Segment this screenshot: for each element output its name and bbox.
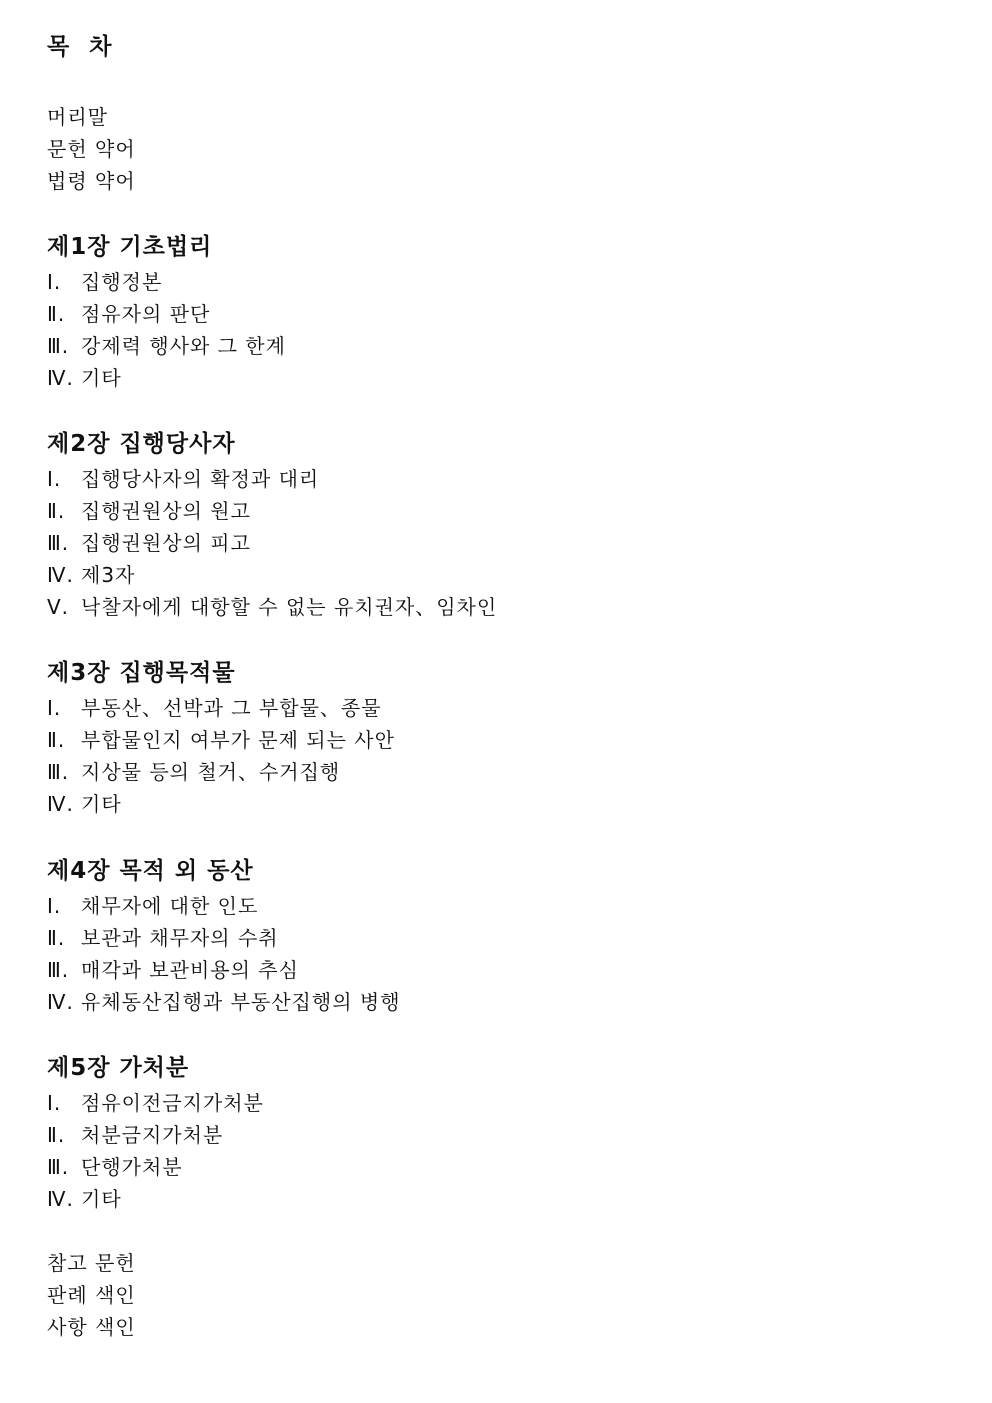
section-text: 부합물인지 여부가 문제 되는 사안 [81, 728, 395, 752]
section-text: 매각과 보관비용의 추심 [81, 958, 299, 982]
section-number: Ⅲ. [47, 531, 70, 555]
section-number: Ⅱ. [47, 728, 66, 752]
section-item [47, 954, 401, 986]
section-item [47, 986, 401, 1018]
section-item [47, 266, 286, 298]
section-text: 집행권원상의 원고 [81, 499, 251, 523]
back-matter-item: 판례 색인 [47, 1283, 136, 1307]
section-item [47, 1183, 264, 1215]
section-number: Ⅲ. [47, 334, 70, 358]
section-text: 점유이전금지가처분 [81, 1091, 264, 1115]
section-item [47, 495, 497, 527]
section-number: Ⅳ. [47, 563, 74, 587]
front-matter-item: 머리말 [47, 105, 108, 129]
section-text: 유체동산집행과 부동산집행의 병행 [81, 990, 401, 1014]
section-number: Ⅲ. [47, 958, 70, 982]
chapter-title: 제2장 집행당사자 [47, 431, 236, 457]
section-number: Ⅰ. [47, 894, 62, 918]
section-number: Ⅳ. [47, 792, 74, 816]
section-number: Ⅲ. [47, 760, 70, 784]
section-text: 단행가처분 [81, 1155, 183, 1179]
section-text: 집행권원상의 피고 [81, 531, 251, 555]
front-matter-list [47, 101, 136, 197]
section-item [47, 559, 497, 591]
section-item [47, 463, 497, 495]
section-text: 제3자 [81, 563, 136, 587]
section-text: 점유자의 판단 [81, 302, 211, 326]
chapter-title: 제5장 가처분 [47, 1055, 190, 1081]
section-text: 보관과 채무자의 수취 [81, 926, 279, 950]
section-text: 집행정본 [81, 270, 163, 294]
chapter-title: 제4장 목적 외 동산 [47, 858, 254, 884]
section-number: Ⅰ. [47, 1091, 62, 1115]
section-text: 처분금지가처분 [81, 1123, 224, 1147]
section-item [47, 1151, 264, 1183]
chapter-title: 제3장 집행목적물 [47, 660, 236, 686]
section-text: 부동산、선박과 그 부합물、종물 [81, 696, 382, 720]
section-number: Ⅱ. [47, 1123, 66, 1147]
section-number: Ⅱ. [47, 926, 66, 950]
section-item [47, 788, 395, 820]
section-number: Ⅳ. [47, 1187, 74, 1211]
front-matter-item: 문헌 약어 [47, 137, 136, 161]
section-number: Ⅳ. [47, 366, 74, 390]
section-item [47, 756, 395, 788]
section-number: Ⅰ. [47, 696, 62, 720]
chapter-title: 제1장 기초법리 [47, 234, 213, 260]
section-item [47, 922, 401, 954]
chapter-5 [47, 1050, 264, 1215]
section-item [47, 1087, 264, 1119]
section-text: 집행당사자의 확정과 대리 [81, 467, 320, 491]
section-item [47, 362, 286, 394]
chapter-2 [47, 426, 497, 623]
section-number: Ⅱ. [47, 499, 66, 523]
section-item [47, 527, 497, 559]
section-number: Ⅳ. [47, 990, 74, 1014]
section-text: 채무자에 대한 인도 [81, 894, 259, 918]
section-number: Ⅰ. [47, 467, 62, 491]
section-item [47, 298, 286, 330]
section-number: Ⅴ. [47, 595, 70, 619]
section-item [47, 890, 401, 922]
chapter-3 [47, 655, 395, 820]
section-number: Ⅲ. [47, 1155, 70, 1179]
section-text: 낙찰자에게 대항할 수 없는 유치권자、임차인 [81, 595, 498, 619]
chapter-4 [47, 853, 401, 1018]
section-item [47, 1119, 264, 1151]
section-number: Ⅱ. [47, 302, 66, 326]
section-item [47, 724, 395, 756]
section-item [47, 692, 395, 724]
section-number: Ⅰ. [47, 270, 62, 294]
section-text: 기타 [81, 1187, 122, 1211]
toc-title: 목 차 [47, 34, 118, 60]
section-text: 지상물 등의 철거、수거집행 [81, 760, 341, 784]
section-text: 기타 [81, 366, 122, 390]
front-matter-item: 법령 약어 [47, 169, 136, 193]
section-item [47, 330, 286, 362]
back-matter-list [47, 1247, 136, 1343]
section-text: 기타 [81, 792, 122, 816]
back-matter-item: 참고 문헌 [47, 1251, 136, 1275]
section-text: 강제력 행사와 그 한계 [81, 334, 286, 358]
section-item [47, 591, 497, 623]
back-matter-item: 사항 색인 [47, 1315, 136, 1339]
chapter-1 [47, 229, 286, 394]
